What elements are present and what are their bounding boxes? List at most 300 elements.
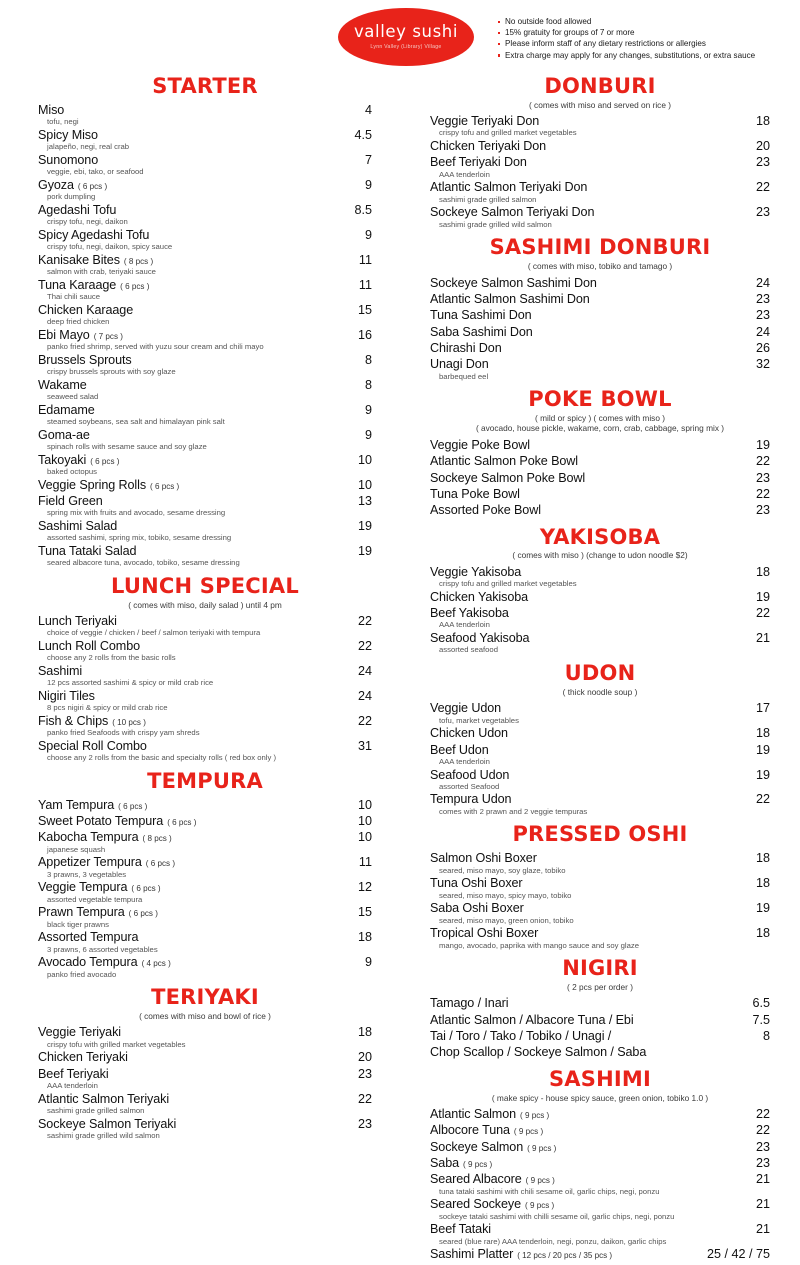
menu-item-price: 15 xyxy=(357,302,372,317)
menu-item-row xyxy=(430,564,770,580)
menu-item-name-group xyxy=(430,1012,634,1028)
menu-item-name-group xyxy=(430,1044,646,1060)
menu-item-list xyxy=(38,1024,372,1140)
menu-item-price: 19 xyxy=(357,518,372,533)
menu-item-row xyxy=(38,904,372,920)
menu-item-row xyxy=(38,929,372,945)
menu-section xyxy=(430,661,770,816)
menu-columns xyxy=(0,68,800,1265)
menu-item-name-group xyxy=(38,252,153,268)
menu-item-description: sashimi grade grilled wild salmon xyxy=(47,1131,160,1141)
menu-item-name-group xyxy=(38,1116,176,1132)
menu-item-row xyxy=(430,275,770,291)
menu-item xyxy=(38,1024,372,1049)
menu-item-description: choice of veggie / chicken / beef / salmon teriyaki with tempura xyxy=(47,628,261,638)
menu-item-description: crispy tofu and grilled market vegetables xyxy=(439,128,577,138)
menu-item-name: Fish & Chips xyxy=(38,713,109,728)
menu-item-row xyxy=(430,204,770,220)
menu-item-row xyxy=(38,452,372,468)
menu-item-name-group xyxy=(430,113,539,129)
menu-item-price: 7.5 xyxy=(752,1012,770,1027)
section-note: ( mild or spicy ) ( comes with miso ) xyxy=(535,413,665,424)
menu-item-name: Assorted Tempura xyxy=(38,930,139,945)
menu-item-name: Kabocha Tempura xyxy=(38,830,139,845)
menu-item-row xyxy=(430,179,770,195)
menu-item-name-group xyxy=(430,154,527,170)
menu-item-price: 9 xyxy=(364,427,372,442)
menu-item-price: 23 xyxy=(755,1139,770,1154)
menu-item-price: 21 xyxy=(755,1172,770,1187)
menu-item-quantity: ( 4 pcs ) xyxy=(141,959,171,969)
menu-item-price: 22 xyxy=(755,1123,770,1138)
section-title: POKE BOWL xyxy=(528,387,672,412)
menu-item-price: 24 xyxy=(357,663,372,678)
menu-item xyxy=(38,493,372,518)
menu-item-name: Veggie Spring Rolls xyxy=(38,477,147,492)
menu-item-row xyxy=(38,402,372,418)
menu-item-name: Takoyaki xyxy=(38,452,87,467)
menu-item-name-group xyxy=(38,543,136,559)
menu-item-row xyxy=(38,738,372,754)
menu-item-name: Agedashi Tofu xyxy=(38,202,117,217)
menu-item-row xyxy=(430,307,770,323)
section-title: UDON xyxy=(564,661,636,686)
menu-item-quantity: ( 9 pcs ) xyxy=(525,1176,555,1186)
menu-item-row xyxy=(430,291,770,307)
menu-item xyxy=(430,324,770,340)
menu-item xyxy=(430,925,770,950)
menu-item-quantity: ( 8 pcs ) xyxy=(123,256,154,266)
menu-item-description: tofu, negi xyxy=(47,117,79,127)
menu-item-price: 12 xyxy=(357,880,372,895)
menu-section xyxy=(38,985,372,1140)
menu-item xyxy=(430,486,770,502)
menu-item-description: black tiger prawns xyxy=(47,919,109,929)
menu-item-name: Yam Tempura xyxy=(38,797,115,812)
menu-item-name: Sashimi Platter xyxy=(430,1247,514,1262)
menu-item-row xyxy=(38,713,372,729)
menu-item-name-group xyxy=(430,340,502,356)
menu-item-price: 19 xyxy=(755,901,770,916)
menu-section xyxy=(38,574,372,763)
menu-item-description: assorted vegetable tempura xyxy=(47,894,143,904)
menu-item-name: Veggie Tempura xyxy=(38,880,128,895)
menu-item-description: spinach rolls with sesame sauce and soy glaze xyxy=(47,441,207,451)
menu-item-price: 24 xyxy=(357,688,372,703)
menu-item-name-group xyxy=(38,663,82,679)
menu-item-name-group xyxy=(38,102,64,118)
menu-item-name-group xyxy=(38,202,116,218)
menu-item-name-group xyxy=(430,900,524,916)
menu-item-name-group xyxy=(38,1024,121,1040)
menu-item-name-group xyxy=(430,589,528,605)
menu-item-row xyxy=(38,202,372,218)
menu-item-name-group xyxy=(38,177,107,193)
menu-item-name-group xyxy=(430,630,529,646)
menu-item-price: 11 xyxy=(358,277,372,292)
menu-item-price: 23 xyxy=(755,205,770,220)
menu-item xyxy=(430,154,770,179)
menu-item-row xyxy=(38,543,372,559)
menu-item-price: 23 xyxy=(755,1155,770,1170)
menu-item-row xyxy=(38,302,372,318)
menu-item-row xyxy=(38,102,372,118)
menu-item-name: Sweet Potato Tempura xyxy=(38,814,164,828)
menu-item-price: 6.5 xyxy=(752,996,770,1011)
menu-item xyxy=(38,829,372,854)
menu-item xyxy=(430,850,770,875)
menu-item-row xyxy=(430,1139,770,1155)
menu-item-row xyxy=(430,340,770,356)
section-note: ( comes with miso, daily salad ) until 4 pm xyxy=(128,599,282,610)
menu-item-name: Tuna Poke Bowl xyxy=(430,486,520,501)
menu-item-description: crispy brussels sprouts with soy glaze xyxy=(47,366,176,376)
menu-item-name: Wakame xyxy=(38,377,87,392)
menu-item-price: 19 xyxy=(755,742,770,757)
menu-item xyxy=(38,904,372,929)
menu-item-price: 21 xyxy=(755,631,770,646)
menu-item-row xyxy=(430,1106,770,1122)
menu-item-description: crispy tofu and grilled market vegetables xyxy=(439,579,577,589)
menu-item-description: AAA tenderloin xyxy=(47,1081,98,1091)
menu-item xyxy=(38,518,372,543)
menu-item-row xyxy=(430,1155,770,1171)
menu-item xyxy=(38,663,372,688)
menu-item-name-group xyxy=(430,1106,549,1122)
menu-item-row xyxy=(430,154,770,170)
menu-item-description: tofu, market vegetables xyxy=(439,715,519,725)
menu-item-price: 19 xyxy=(755,589,770,604)
menu-item-description: crispy tofu, negi, daikon xyxy=(47,217,128,227)
menu-item-quantity: ( 9 pcs ) xyxy=(463,1159,493,1169)
menu-item-name-group xyxy=(38,227,149,243)
menu-item-name-group xyxy=(38,854,175,870)
menu-item-name: Tamago / Inari xyxy=(430,996,509,1011)
menu-item-name: Beef Teriyaki Don xyxy=(430,155,527,170)
menu-item-price: 13 xyxy=(357,493,372,508)
menu-item-row xyxy=(38,663,372,679)
menu-item-name: Sockeye Salmon Teriyaki Don xyxy=(430,205,595,220)
menu-item xyxy=(38,929,372,954)
menu-item-row xyxy=(38,493,372,509)
menu-item xyxy=(430,1044,770,1060)
menu-item-price: 19 xyxy=(357,543,372,558)
menu-item-description: seared, miso mayo, spicy mayo, tobiko xyxy=(439,890,572,900)
notice-line: 15% gratuity for groups of 7 or more xyxy=(498,27,794,38)
menu-item-row xyxy=(38,518,372,534)
menu-item-quantity: ( 9 pcs ) xyxy=(527,1143,557,1153)
menu-section xyxy=(430,387,770,518)
menu-item-quantity: ( 6 pcs ) xyxy=(128,909,158,919)
menu-item-row xyxy=(430,1028,770,1044)
menu-item-row xyxy=(38,613,372,629)
menu-item-name: Saba xyxy=(430,1155,460,1170)
menu-item-description: pork dumpling xyxy=(47,192,96,202)
menu-item-name-group xyxy=(430,995,508,1011)
menu-item-name: Seafood Yakisoba xyxy=(430,631,530,646)
menu-item-name-group xyxy=(38,427,90,443)
menu-item-name: Chirashi Don xyxy=(430,340,502,355)
menu-item-quantity: ( 9 pcs ) xyxy=(525,1201,555,1211)
menu-item xyxy=(38,713,372,738)
menu-item-quantity: ( 6 pcs ) xyxy=(150,481,180,491)
menu-item xyxy=(430,307,770,323)
menu-item-row xyxy=(38,177,372,193)
menu-item-row xyxy=(38,1091,372,1107)
menu-item-name-group xyxy=(38,277,149,293)
section-title: PRESSED OSHI xyxy=(512,822,688,847)
menu-item-price: 18 xyxy=(755,114,770,129)
menu-item-name-group xyxy=(430,502,541,518)
menu-item xyxy=(430,502,770,518)
menu-item-name-group xyxy=(430,324,533,340)
menu-item-name: Assorted Poke Bowl xyxy=(430,503,541,518)
menu-item xyxy=(430,437,770,453)
menu-item xyxy=(38,738,372,763)
menu-item-row xyxy=(430,324,770,340)
menu-item xyxy=(430,630,770,655)
menu-item xyxy=(430,1246,770,1262)
menu-item xyxy=(38,127,372,152)
menu-item xyxy=(430,1221,770,1246)
menu-item-price: 8 xyxy=(364,377,372,392)
menu-item-row xyxy=(38,252,372,268)
menu-item xyxy=(38,543,372,568)
menu-item-description: AAA tenderloin xyxy=(439,169,490,179)
menu-item-name-group xyxy=(430,725,508,741)
restaurant-logo xyxy=(338,8,474,66)
menu-item-price: 18 xyxy=(755,851,770,866)
menu-item-name-group xyxy=(38,1091,169,1107)
menu-item-price: 22 xyxy=(357,613,372,628)
logo-ellipse-shape xyxy=(338,8,474,66)
menu-item-name-group xyxy=(430,356,489,372)
menu-item-name-group xyxy=(38,613,117,629)
menu-item-name-group xyxy=(38,302,133,318)
menu-item-name: Sockeye Salmon Poke Bowl xyxy=(430,470,586,485)
menu-item-description: baked octopus xyxy=(47,466,98,476)
menu-item-name-group xyxy=(38,813,196,829)
menu-item-name-group xyxy=(38,638,140,654)
menu-item-name: Sockeye Salmon Teriyaki xyxy=(38,1116,177,1131)
menu-item-name-group xyxy=(430,437,530,453)
menu-item-name-group xyxy=(430,1155,492,1171)
menu-item-name: Kanisake Bites xyxy=(38,252,120,267)
menu-item-name-group xyxy=(430,767,509,783)
menu-item-name-group xyxy=(430,179,587,195)
menu-item-name-group xyxy=(430,470,585,486)
menu-item-price: 8 xyxy=(762,1029,770,1044)
menu-item-row xyxy=(430,113,770,129)
menu-item-name: Sunomono xyxy=(38,152,99,167)
menu-item-price: 9 xyxy=(364,177,372,192)
menu-item-name: Avocado Tempura xyxy=(38,955,138,970)
menu-item-row xyxy=(38,427,372,443)
menu-item-price: 23 xyxy=(755,470,770,485)
menu-item-name: Special Roll Combo xyxy=(38,738,147,753)
menu-item-name: Veggie Udon xyxy=(430,701,502,716)
menu-item xyxy=(430,900,770,925)
menu-item xyxy=(38,1049,372,1065)
menu-item-name-group xyxy=(430,307,532,323)
menu-item-quantity: ( 8 pcs ) xyxy=(142,834,172,844)
menu-item-name: Salmon Oshi Boxer xyxy=(430,851,537,866)
menu-item-name: Tempura Udon xyxy=(430,792,512,807)
menu-item-quantity: ( 6 pcs ) xyxy=(77,181,108,191)
menu-item-quantity: ( 6 pcs ) xyxy=(118,801,148,811)
menu-item-name-group xyxy=(430,1139,556,1155)
menu-item-row xyxy=(38,829,372,845)
section-title: TEMPURA xyxy=(147,768,263,793)
menu-item-description: jalapeño, negi, real crab xyxy=(47,142,130,152)
menu-item xyxy=(38,352,372,377)
menu-item-price: 23 xyxy=(755,155,770,170)
menu-item xyxy=(430,204,770,229)
menu-item-name: Atlantic Salmon xyxy=(430,1106,516,1121)
menu-item-name: Veggie Poke Bowl xyxy=(430,437,530,452)
menu-item-price: 21 xyxy=(755,1222,770,1237)
menu-item-description: salmon with crab, teriyaki sauce xyxy=(47,267,156,277)
menu-item-row xyxy=(38,377,372,393)
menu-item-description: comes with 2 prawn and 2 veggie tempuras xyxy=(439,806,588,816)
menu-item-row xyxy=(38,797,372,813)
menu-item xyxy=(430,1139,770,1155)
menu-item-name-group xyxy=(38,493,103,509)
menu-item-quantity: ( 6 pcs ) xyxy=(145,859,176,869)
section-title: YAKISOBA xyxy=(539,524,661,549)
menu-item-row xyxy=(430,437,770,453)
menu-item-description: seared, miso mayo, soy glaze, tobiko xyxy=(439,865,566,875)
menu-item-name-group xyxy=(38,377,87,393)
menu-item xyxy=(430,1106,770,1122)
menu-item-name: Veggie Teriyaki xyxy=(38,1025,121,1040)
menu-section xyxy=(430,74,770,229)
menu-item-name-group xyxy=(38,518,117,534)
menu-item-name-group xyxy=(430,291,590,307)
menu-item-description: sashimi grade grilled salmon xyxy=(47,1106,145,1116)
menu-item-description: choose any 2 rolls from the basic rolls xyxy=(47,653,176,663)
menu-item-price: 18 xyxy=(755,564,770,579)
menu-item-list xyxy=(430,275,770,382)
menu-item xyxy=(430,791,770,816)
menu-item-name: Atlantic Salmon Teriyaki Don xyxy=(430,180,588,195)
menu-item xyxy=(430,179,770,204)
menu-item-name-group xyxy=(430,1196,554,1212)
menu-item-description: crispy tofu with grilled market vegetables xyxy=(47,1039,186,1049)
menu-item-name: Lunch Teriyaki xyxy=(38,613,117,628)
section-title: SASHIMI DONBURI xyxy=(489,235,711,260)
menu-item-price: 18 xyxy=(357,1025,372,1040)
menu-item xyxy=(38,688,372,713)
menu-item-name-group xyxy=(430,700,501,716)
menu-item-name-group xyxy=(430,850,537,866)
menu-item-name: Saba Oshi Boxer xyxy=(430,901,524,916)
menu-item-row xyxy=(430,791,770,807)
menu-item-price: 22 xyxy=(755,792,770,807)
menu-item-row xyxy=(38,327,372,343)
menu-item-description: AAA tenderloin xyxy=(439,756,490,766)
menu-item-name: Sashimi Salad xyxy=(38,518,118,533)
menu-item xyxy=(38,377,372,402)
menu-section xyxy=(38,74,372,568)
menu-item-quantity: ( 6 pcs ) xyxy=(90,456,120,466)
menu-item-price: 19 xyxy=(755,437,770,452)
menu-header xyxy=(0,0,800,68)
menu-item xyxy=(430,113,770,138)
menu-item-row xyxy=(38,127,372,143)
menu-item-quantity: ( 7 pcs ) xyxy=(93,331,123,341)
menu-item-name-group xyxy=(430,875,523,891)
menu-item-price: 16 xyxy=(357,327,372,342)
menu-section xyxy=(430,525,770,655)
menu-item-name: Atlantic Salmon / Albacore Tuna / Ebi xyxy=(430,1012,634,1027)
menu-item-name-group xyxy=(38,477,179,493)
menu-item-name: Chicken Udon xyxy=(430,726,508,741)
menu-item-name: Atlantic Salmon Sashimi Don xyxy=(430,291,590,306)
menu-item-name: Saba Sashimi Don xyxy=(430,324,533,339)
menu-item-description: steamed soybeans, sea salt and himalayan pink salt xyxy=(47,416,225,426)
menu-item-name: Sashimi xyxy=(38,663,83,678)
menu-item-name-group xyxy=(38,127,98,143)
section-note: ( make spicy - house spicy sauce, green onion, tobiko 1.0 ) xyxy=(491,1092,709,1103)
menu-item-name: Chicken Teriyaki xyxy=(38,1050,128,1065)
menu-item-name-group xyxy=(430,1246,612,1262)
menu-item xyxy=(38,452,372,477)
menu-item-price: 23 xyxy=(755,291,770,306)
menu-item-name-group xyxy=(430,1028,611,1044)
menu-item-row xyxy=(38,879,372,895)
menu-section xyxy=(430,956,770,1061)
section-note: ( comes with miso ) (change to udon noodle $2) xyxy=(512,550,688,561)
menu-item-name-group xyxy=(430,453,578,469)
logo-brand-name: valley sushi xyxy=(353,22,459,42)
menu-item-description: 8 pcs nigiri & spicy or mild crab rice xyxy=(47,703,168,713)
menu-item-name: Seafood Udon xyxy=(430,767,510,782)
menu-item-price: 9 xyxy=(364,402,372,417)
menu-item-description: panko fried avocado xyxy=(47,969,117,979)
menu-item-description: sashimi grade grilled wild salmon xyxy=(439,219,552,229)
section-note: ( comes with miso, tobiko and tamago ) xyxy=(527,261,673,272)
menu-item xyxy=(430,767,770,792)
section-note: ( avocado, house pickle, wakame, corn, crab, cabbage, spring mix ) xyxy=(475,423,725,434)
menu-item-price: 22 xyxy=(755,606,770,621)
menu-item-quantity: ( 12 pcs / 20 pcs / 35 pcs ) xyxy=(517,1251,613,1261)
menu-item-row xyxy=(38,813,372,829)
section-title: TERIYAKI xyxy=(151,985,259,1010)
menu-item-description: seared (blue rare) AAA tenderloin, negi, ponzu, daikon, garlic chips xyxy=(439,1236,667,1246)
logo-tagline: Lynn Valley (Library) Village xyxy=(370,43,442,50)
menu-item-row xyxy=(38,688,372,704)
menu-item xyxy=(38,177,372,202)
menu-item-list xyxy=(430,850,770,950)
menu-item-description: japanese squash xyxy=(47,844,106,854)
menu-item-name-group xyxy=(38,929,138,945)
menu-item-name-group xyxy=(38,829,172,845)
menu-item-name-group xyxy=(38,402,95,418)
menu-item xyxy=(38,152,372,177)
menu-item-name-group xyxy=(38,688,95,704)
menu-section xyxy=(38,769,372,979)
menu-item-name: Brussels Sprouts xyxy=(38,352,132,367)
menu-item-description: barbequed eel xyxy=(439,371,489,381)
menu-item-row xyxy=(38,477,372,493)
menu-item-name-group xyxy=(38,713,146,729)
menu-item xyxy=(38,402,372,427)
menu-item-description: seaweed salad xyxy=(47,391,99,401)
menu-item-name: Ebi Mayo xyxy=(38,327,90,342)
menu-item-name: Lunch Roll Combo xyxy=(38,638,141,653)
menu-item-price: 10 xyxy=(357,814,372,828)
